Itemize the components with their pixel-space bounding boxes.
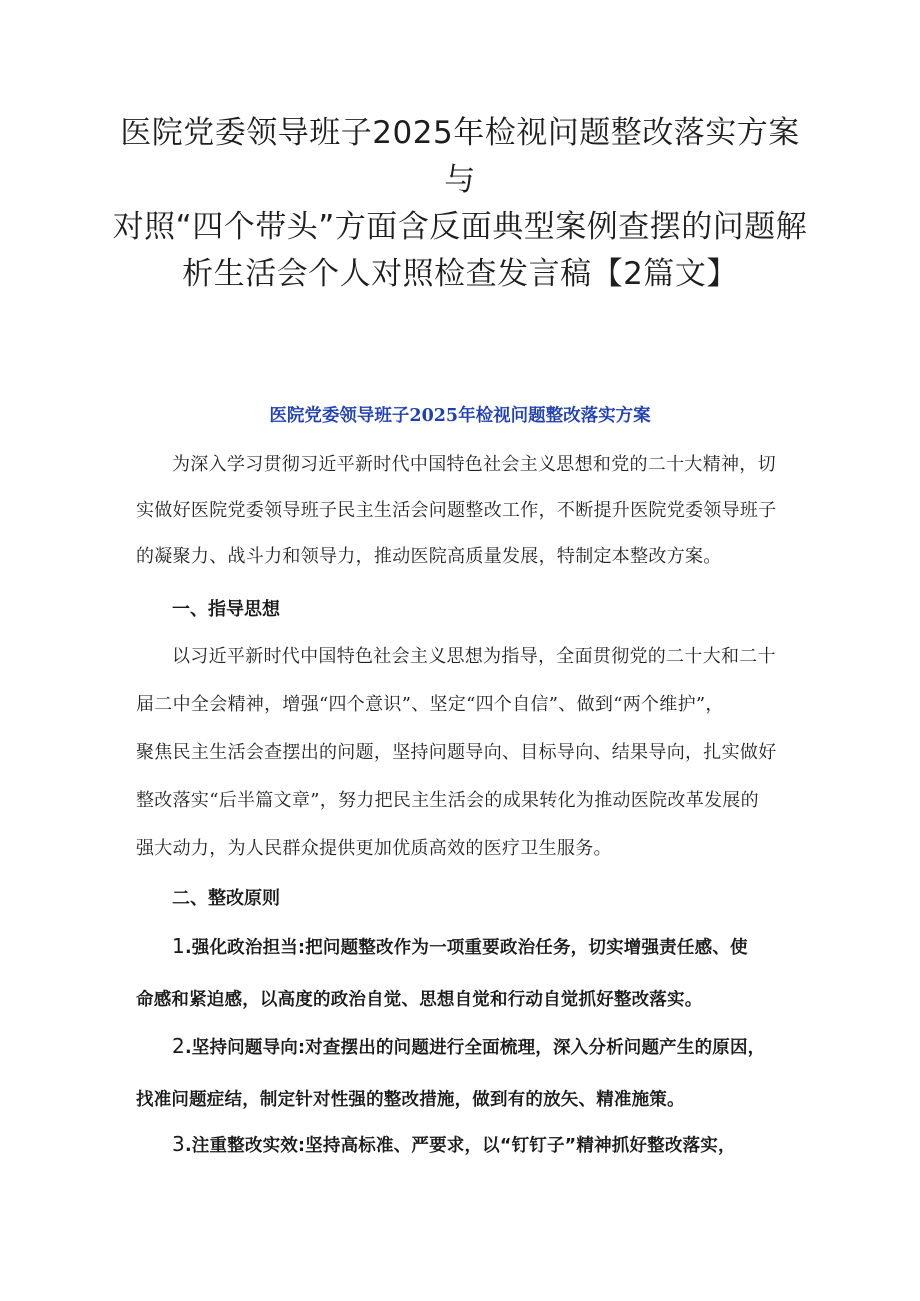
section-subtitle: 医院党委领导班子2025年检视问题整改落实方案 (269, 406, 651, 426)
paragraph-line: 整改落实“后半篇文章”，努力把民主生活会的成果转化为推动医院改革发展的 (136, 790, 759, 811)
paragraph-line: 的凝聚力、战斗力和领导力，推动医院高质量发展，特制定本整改方案。 (136, 546, 722, 567)
intro-paragraph (136, 448, 796, 574)
principle-text: 命感和紧迫感，以高度的政治自觉、思想自觉和行动自觉抓好整改落实。 (136, 990, 703, 1010)
paragraph-line: 以习近平新时代中国特色社会主义思想为指导，全面贯彻党的二十大和二十 (172, 646, 776, 667)
title-line: 医院党委领导班子2025年检视问题整改落实方案与 (120, 115, 800, 198)
paragraph-line: 为深入学习贯彻习近平新时代中国特色社会主义思想和党的二十大精神，切 (172, 454, 776, 475)
principle-text: 找准问题症结，制定针对性强的整改措施，做到有的放矢、精准施策。 (136, 1090, 685, 1110)
paragraph-line: 实做好医院党委领导班子民主生活会问题整改工作，不断提升医院党委领导班子 (136, 500, 777, 521)
paragraph-line: 强大动力，为人民群众提供更加优质高效的医疗卫生服务。 (136, 838, 612, 859)
principle-number: 2 (172, 1034, 185, 1058)
principle-number: 3 (172, 1132, 185, 1156)
principle-text: .注重整改实效:坚持高标准、严要求，以“钉钉子”精神抓好整改落实， (184, 1136, 736, 1156)
heading-rectification-principles: 二、整改原则 (172, 888, 280, 909)
principle-text: .强化政治担当:把问题整改作为一项重要政治任务，切实增强责任感、使 (184, 938, 748, 958)
principle-number: 1 (172, 934, 185, 958)
title-line: 析生活会个人对照检查发言稿【2篇文】 (182, 256, 738, 292)
guiding-ideology-paragraph (136, 640, 796, 866)
paragraph-line: 届二中全会精神，增强“四个意识”、坚定“四个自信”、做到“两个维护”， (136, 694, 724, 715)
principle-item (136, 920, 796, 1026)
heading-guiding-ideology: 一、指导思想 (172, 599, 280, 620)
principle-text: .坚持问题导向:对查摆出的问题进行全面梳理，深入分析问题产生的原因， (184, 1038, 766, 1058)
principle-item (136, 1020, 796, 1126)
paragraph-line: 聚焦民主生活会查摆出的问题，坚持问题导向、目标导向、结果导向，扎实做好 (136, 742, 777, 763)
document-title (110, 110, 810, 298)
principle-item (136, 1118, 796, 1172)
title-line: 对照“四个带头”方面含反面典型案例查摆的问题解 (112, 209, 808, 245)
